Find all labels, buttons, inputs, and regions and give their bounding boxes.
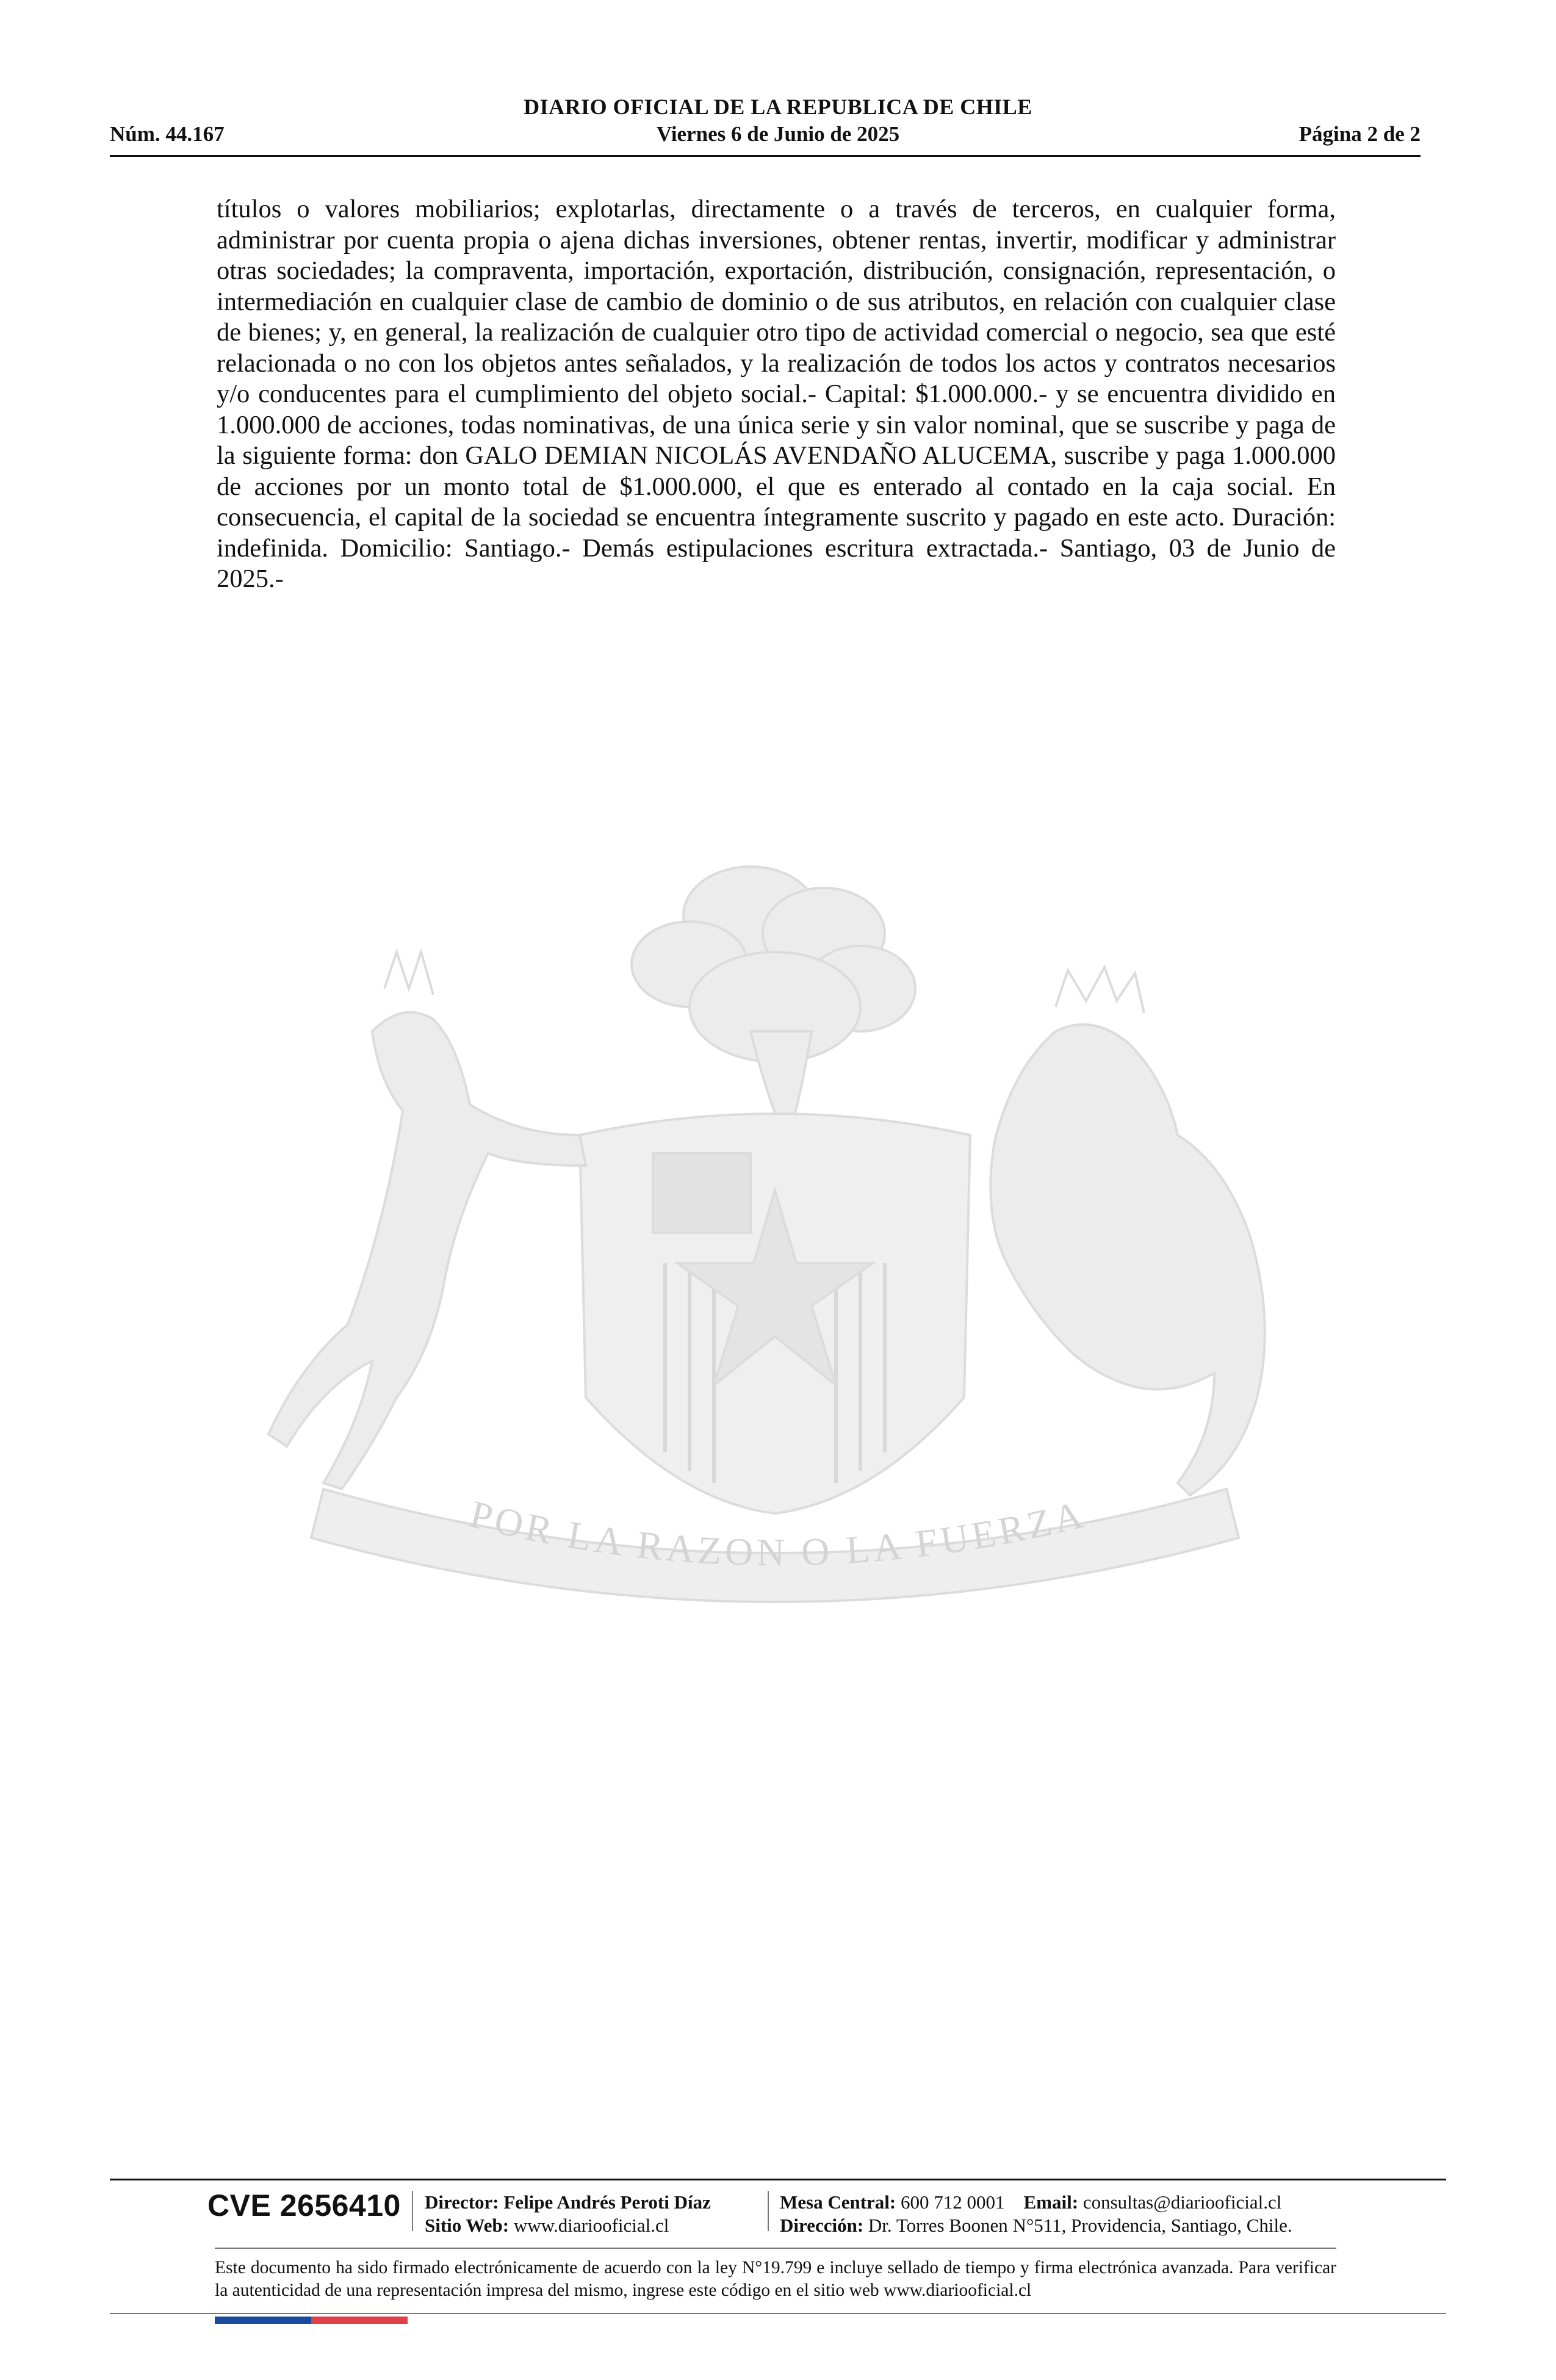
email-label: Email: bbox=[1023, 2191, 1079, 2213]
body-line: acciones, todas nominativas, de una única serie y sin valor nominal, que se suscribe y paga de la bbox=[217, 410, 1336, 470]
footer-separator bbox=[412, 2191, 413, 2231]
shield-icon bbox=[580, 1114, 970, 1513]
header-divider bbox=[110, 155, 1421, 157]
legal-line: avanzada. Para verificar la autenticidad de una representación impresa del mismo, ingrese este código en el sitio web www.diariooficial.cl bbox=[215, 2258, 1336, 2300]
body-line: administrar otras sociedades; la compraventa, importación, exportación, distribución, bbox=[217, 225, 1336, 285]
website-label: Sitio Web: bbox=[425, 2215, 510, 2236]
document-body bbox=[217, 194, 1336, 595]
body-line: este acto. Duración: indefinida. Domicilio: Santiago.- Demás estipulaciones escritura extractada.- bbox=[217, 503, 1336, 563]
footer-director-block bbox=[425, 2191, 711, 2237]
motto-text: POR LA RAZON O LA FUERZA bbox=[466, 1491, 1090, 1574]
body-line: social. En consecuencia, el capital de la sociedad se encuentra íntegramente suscrito y pagado en bbox=[217, 472, 1336, 532]
page-indicator: Página 2 de 2 bbox=[1298, 122, 1421, 146]
flag-stripe-red bbox=[311, 2317, 408, 2324]
issue-date: Viernes 6 de Junio de 2025 bbox=[656, 122, 900, 146]
director-value: Felipe Andrés Peroti Díaz bbox=[503, 2191, 711, 2213]
legal-line: Este documento ha sido firmado electrónicamente de acuerdo con la ley N°19.799 e incluye sellado de tiempo y firma electrónica bbox=[215, 2258, 1158, 2277]
body-line: 1.000.000 de acciones por un monto total de $1.000.000, el que es enterado al contado en la caja bbox=[217, 441, 1336, 501]
coat-of-arms-watermark bbox=[201, 848, 1349, 1684]
footer-divider-mid bbox=[215, 2248, 1336, 2249]
director-label: Director: bbox=[425, 2191, 499, 2213]
mesa-label: Mesa Central: bbox=[780, 2191, 896, 2213]
body-line: consignación, representación, o intermediación en cualquier clase de cambio de dominio o de sus bbox=[217, 256, 1336, 316]
mesa-value: 600 712 0001 bbox=[901, 2191, 1005, 2213]
email-link[interactable]: consultas@diariooficial.cl bbox=[1082, 2191, 1282, 2213]
direccion-value: Dr. Torres Boonen N°511, Providencia, Santiago, Chile. bbox=[868, 2215, 1292, 2236]
website-link[interactable]: www.diariooficial.cl bbox=[513, 2215, 669, 2236]
issue-number: Núm. 44.167 bbox=[110, 122, 225, 146]
legal-notice bbox=[215, 2257, 1336, 2302]
newspaper-title: DIARIO OFICIAL DE LA REPUBLICA DE CHILE bbox=[524, 95, 1032, 119]
cve-code: CVE 2656410 bbox=[207, 2188, 401, 2223]
body-paragraph bbox=[217, 194, 1336, 595]
body-line: siguiente forma: don GALO DEMIAN NICOLÁS AVENDAÑO ALUCEMA, suscribe y paga bbox=[242, 441, 1225, 470]
body-line: administrar por cuenta propia o ajena dichas inversiones, obtener rentas, invertir, modificar y bbox=[217, 225, 1209, 254]
plume-icon bbox=[632, 867, 915, 1141]
body-line: Santiago, 03 de Junio de 2025.- bbox=[217, 533, 1336, 593]
footer-divider-bottom bbox=[110, 2313, 1446, 2314]
footer-contact-block bbox=[780, 2191, 1292, 2237]
body-line: tipo de actividad comercial o negocio, sea que esté relacionada o no con los objetos antes bbox=[217, 318, 1336, 378]
direccion-label: Dirección: bbox=[780, 2215, 864, 2236]
body-line: señalados, y la realización de todos los actos y contratos necesarios y/o conducentes para el bbox=[217, 348, 1336, 408]
flag-stripe-blue bbox=[215, 2317, 311, 2324]
footer-divider-top bbox=[110, 2179, 1446, 2180]
condor-icon bbox=[990, 967, 1265, 1495]
huemul-icon bbox=[268, 952, 586, 1489]
body-line: títulos o valores mobiliarios; explotarlas, directamente o a través de terceros, en cualquier forma, bbox=[217, 195, 1336, 223]
footer-separator bbox=[768, 2191, 769, 2231]
body-line: cumplimiento del objeto social.- Capital: $1.000.000.- y se encuentra dividido en 1.000.000 de bbox=[217, 380, 1336, 439]
body-line: atributos, en relación con cualquier clase de bienes; y, en general, la realización de cualquier otro bbox=[217, 287, 1336, 347]
